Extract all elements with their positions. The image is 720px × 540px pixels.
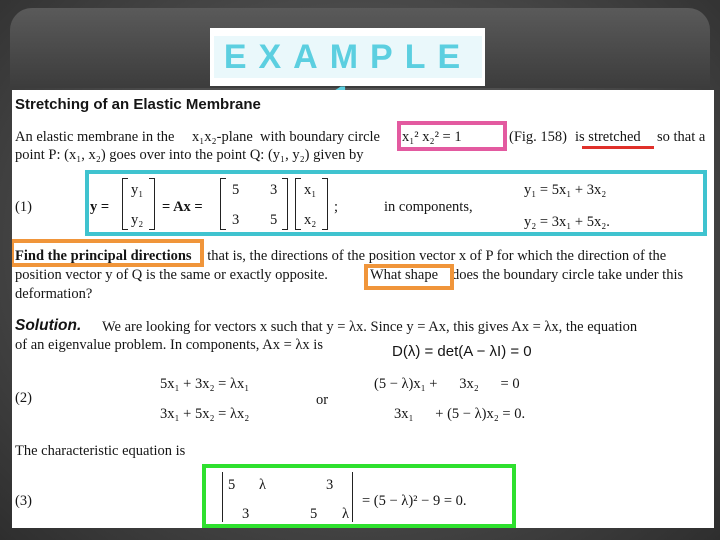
circle-equation-highlight [397,121,507,151]
figure-ref: (Fig. 158) [509,129,567,145]
solution-line1: We are looking for vectors x such that y = λx. Since y = Ax, this gives Ax = λx, the equation [102,319,638,335]
matrix-a12: 3 [270,182,278,198]
eq2-right-1: (5 − λ)x₁ + 3x₂ = 0 [374,376,520,392]
det-m22: 5 [310,506,318,522]
solution-line2: of an eigenvalue problem. In components, Ax = λx is [15,337,323,353]
vector-y2: y₂ [131,212,144,228]
para1-text-f: so that a [657,129,706,145]
matrix-a11: 5 [232,182,240,198]
vector-x2: x₂ [304,212,317,228]
eq1-y: y = [90,199,110,215]
vector-y1: y₁ [131,182,144,198]
eq2-left-2: 3x₁ + 5x₂ = λx₂ [160,406,250,422]
eq1-semicolon: ; [334,199,339,215]
in-components-text: in components, [384,199,473,215]
det-m11-lambda: λ [259,477,267,493]
what-shape-text: What shape [370,267,439,283]
what-shape-highlight [364,264,454,290]
eq1-label: (1) [15,199,32,215]
para1-text-c: with boundary circle [260,129,380,145]
eq2-right-2: 3x₁ + (5 − λ)x₂ = 0. [394,406,526,422]
det-m22-lambda: λ [342,506,350,522]
para2-line1-rest: , that is, the directions of the position vector x of P for which the direction of the [200,248,667,264]
solution-label: Solution. [15,317,82,334]
slide-title: EXAMPLE [214,36,482,78]
section-heading: Stretching of an Elastic Membrane [15,96,261,113]
principal-directions-highlight [12,239,204,267]
matrix-a21: 3 [232,212,240,228]
eq3-rhs: = (5 − λ)² − 9 = 0. [362,493,467,509]
det-m21: 3 [242,506,250,522]
stretched-text: is stretched [575,129,641,145]
circle-equation: x₁² x₂² = 1 [402,129,462,145]
det-m11: 5 [228,477,236,493]
eq2-or: or [316,392,329,408]
determinant-equation: D(λ) = det(A − λI) = 0 [392,343,532,360]
para1-plane: x₁x₂-plane [192,129,253,145]
para1-text-a: An elastic membrane in the [15,129,175,145]
component-eq-2: y₂ = 3x₁ + 5x₂. [524,214,610,230]
stretched-underline [582,146,654,149]
document-page [12,90,714,528]
matrix-a22: 5 [270,212,278,228]
vector-x1: x₁ [304,182,317,198]
eq3-label: (3) [15,493,32,509]
para2-line2-c: does the boundary circle take under this [452,267,684,283]
equation1-highlight [85,170,707,236]
eq2-left-1: 5x₁ + 3x₂ = λx₁ [160,376,250,392]
eq2-label: (2) [15,390,32,406]
para2-line3: deformation? [15,286,93,302]
characteristic-eq-highlight [202,464,516,528]
para1-line2: point P: (x₁, x₂) goes over into the point Q: (y₁, y₂) given by [15,147,364,163]
det-m12: 3 [326,477,334,493]
characteristic-text: The characteristic equation is [15,443,186,459]
eq1-Ax: = Ax = [162,199,203,215]
component-eq-1: y₁ = 5x₁ + 3x₂ [524,182,607,198]
para2-line2-a: position vector y of Q is the same or exactly opposite. [15,267,328,283]
principal-directions-text: Find the principal directions [15,248,192,264]
